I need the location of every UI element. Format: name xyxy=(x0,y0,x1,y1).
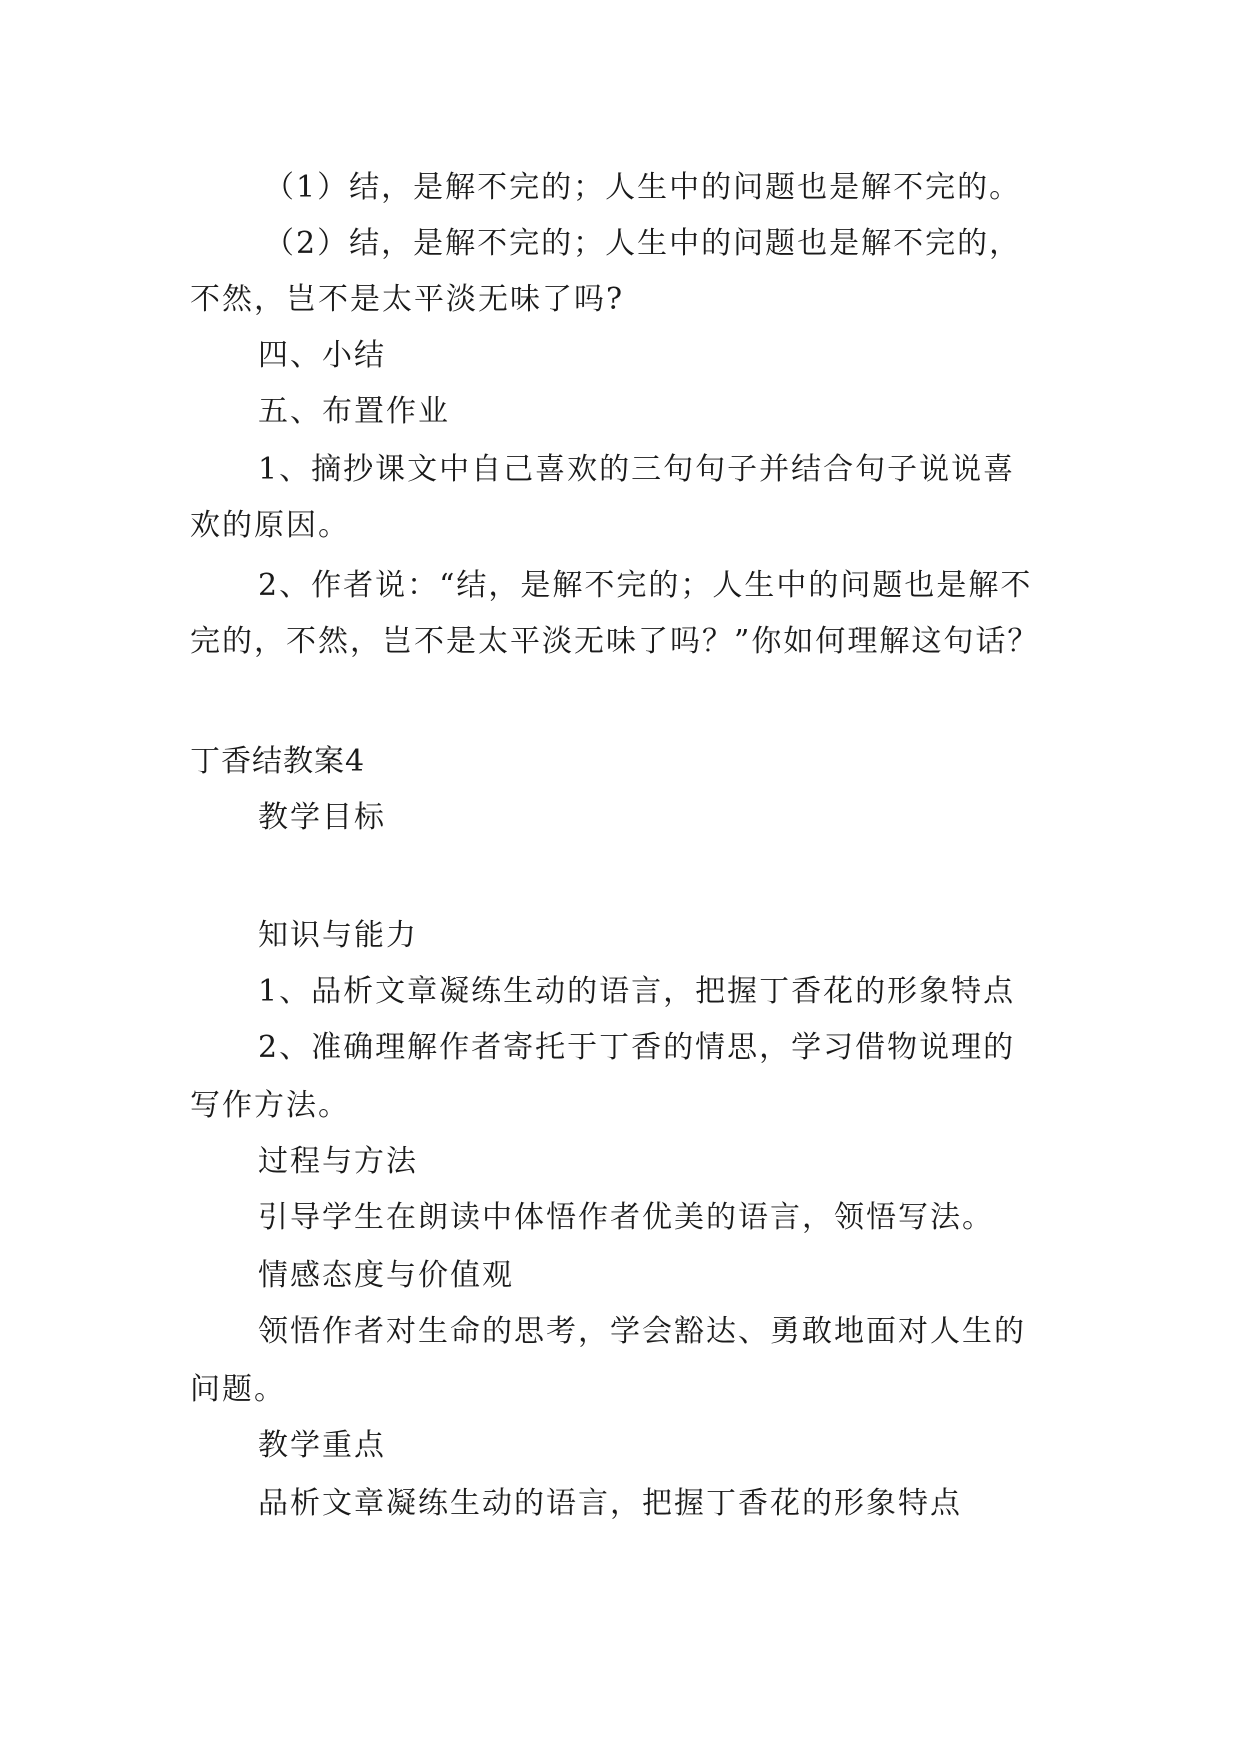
paragraph-line: 2、准确理解作者寄托于丁香的情思，学习借物说理的 xyxy=(258,1030,1016,1065)
paragraph-line: 引导学生在朗读中体悟作者优美的语言，领悟写法。 xyxy=(258,1200,994,1235)
paragraph-line: 欢的原因。 xyxy=(190,508,350,543)
paragraph-line: 写作方法。 xyxy=(190,1088,350,1123)
section-heading: 四、小结 xyxy=(258,338,386,373)
paragraph-line: 1、品析文章凝练生动的语言，把握丁香花的形象特点 xyxy=(258,974,1016,1009)
paragraph-line: 问题。 xyxy=(190,1372,286,1407)
paragraph-line: 不然，岂不是太平淡无味了吗? xyxy=(190,282,625,317)
section-heading: 情感态度与价值观 xyxy=(258,1258,514,1293)
paragraph-line: 品析文章凝练生动的语言，把握丁香花的形象特点 xyxy=(258,1486,962,1521)
paragraph-line: （1）结，是解不完的；人生中的问题也是解不完的。 xyxy=(264,170,1022,205)
section-heading: 五、布置作业 xyxy=(258,394,450,429)
paragraph-line: 完的，不然，岂不是太平淡无味了吗？”你如何理解这句话？ xyxy=(190,624,1040,659)
paragraph-line: 领悟作者对生命的思考，学会豁达、勇敢地面对人生的 xyxy=(258,1314,1026,1349)
paragraph-line: 2、作者说：“结，是解不完的；人生中的问题也是解不 xyxy=(258,568,1033,603)
paragraph-line: （2）结，是解不完的；人生中的问题也是解不完的， xyxy=(264,226,1022,261)
section-heading: 教学目标 xyxy=(258,800,386,835)
paragraph-line: 1、摘抄课文中自己喜欢的三句句子并结合句子说说喜 xyxy=(258,452,1016,487)
section-heading: 过程与方法 xyxy=(258,1144,418,1179)
section-heading: 教学重点 xyxy=(258,1428,386,1463)
section-heading: 知识与能力 xyxy=(258,918,418,953)
document-title: 丁香结教案4 xyxy=(190,744,366,779)
